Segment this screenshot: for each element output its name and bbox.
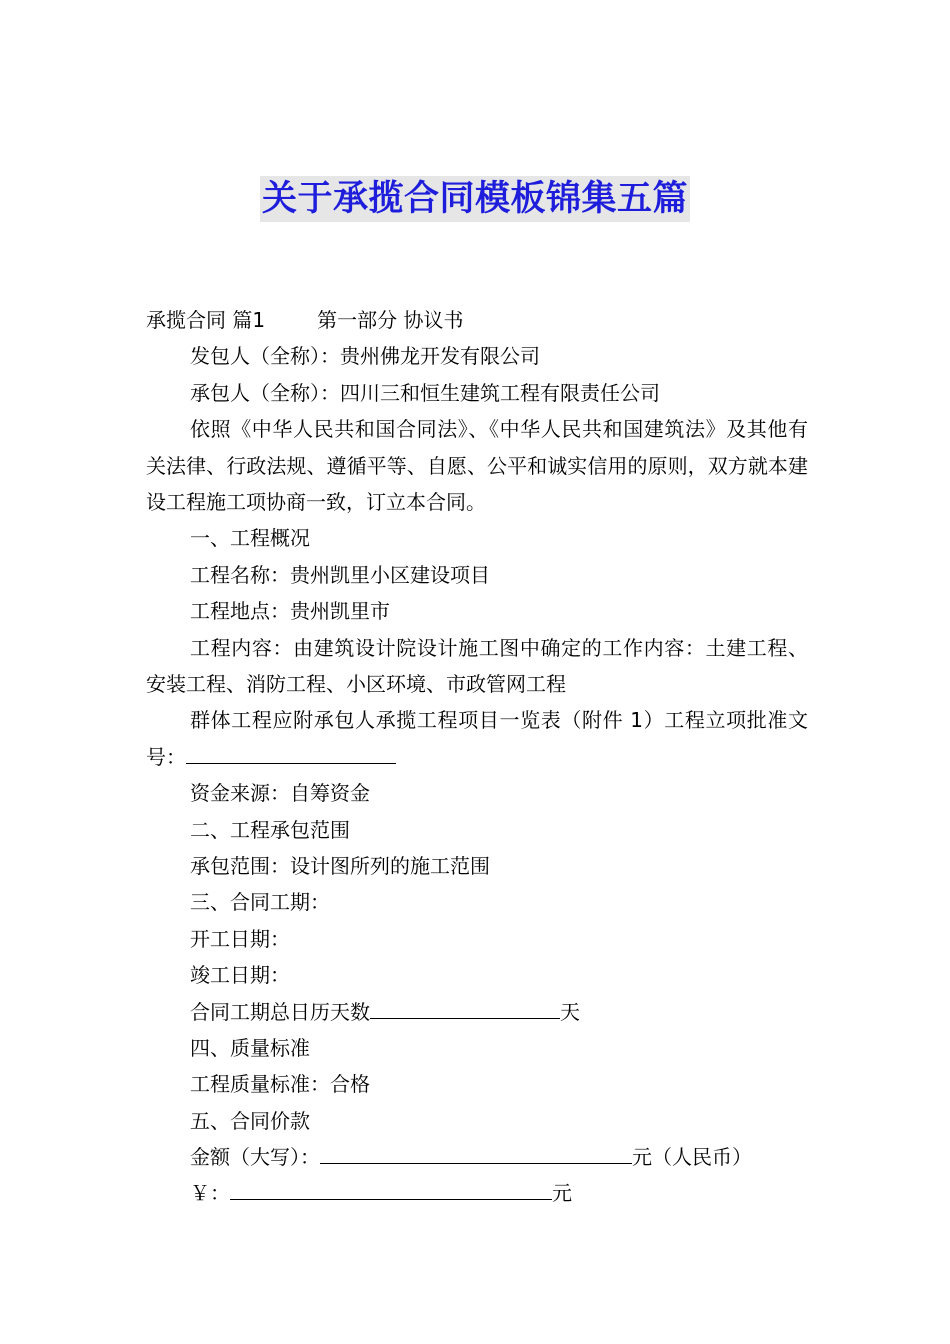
title-container	[0, 176, 950, 222]
completion-date-line: 竣工日期：	[190, 963, 290, 988]
scope-line: 承包范围：设计图所列的施工范围	[190, 853, 490, 878]
section-2-heading: 二、工程承包范围	[190, 817, 350, 842]
funding-line: 资金来源：自筹资金	[190, 781, 370, 806]
document-title: 关于承揽合同模板锦集五篇	[260, 176, 690, 222]
section-5-heading: 五、合同价款	[190, 1108, 310, 1133]
approval-number-blank	[186, 741, 396, 764]
employer-line: 发包人（全称）：贵州佛龙开发有限公司	[190, 344, 540, 369]
total-days-blank	[370, 996, 560, 1019]
amount-unit: 元（人民币）	[632, 1145, 752, 1170]
section-heading-line	[146, 302, 808, 338]
yen-line	[146, 1175, 808, 1211]
amount-blank	[320, 1141, 632, 1164]
yen-label: ￥：	[190, 1181, 230, 1206]
amount-line	[146, 1139, 808, 1175]
part-one-heading: 第一部分 协议书	[317, 308, 464, 332]
start-date-line: 开工日期：	[190, 926, 290, 951]
contract-number-heading: 承揽合同 篇1	[146, 308, 266, 332]
legal-basis-paragraph: 依照《中华人民共和国合同法》、《中华人民共和国建筑法》及其他有关法律、行政法规、遵循平等、自愿、公平和诚实信用的原则，双方就本建设工程施工项协商一致，订立本合同。	[146, 417, 808, 514]
document-body	[146, 302, 808, 1212]
section-1-heading: 一、工程概况	[190, 526, 310, 551]
section-3-heading: 三、合同工期：	[190, 890, 330, 915]
total-days-label: 合同工期总日历天数	[190, 999, 370, 1024]
amount-label: 金额（大写）：	[190, 1145, 320, 1170]
contractor-line: 承包人（全称）：四川三和恒生建筑工程有限责任公司	[190, 380, 660, 405]
yen-blank	[230, 1177, 552, 1200]
project-location-line: 工程地点：贵州凯里市	[190, 599, 390, 624]
project-content-paragraph: 工程内容：由建筑设计院设计施工图中确定的工作内容：土建工程、安装工程、消防工程、小区环境、市政管网工程	[146, 635, 808, 696]
section-4-heading: 四、质量标准	[190, 1035, 310, 1060]
quality-line: 工程质量标准：合格	[190, 1072, 370, 1097]
total-days-unit: 天	[560, 999, 580, 1024]
total-days-line	[146, 994, 808, 1030]
group-project-paragraph	[146, 702, 808, 775]
project-name-line: 工程名称：贵州凯里小区建设项目	[190, 562, 490, 587]
yen-unit: 元	[552, 1181, 572, 1206]
group-project-text: 群体工程应附承包人承揽工程项目一览表（附件 1）工程立项批准文号：	[146, 708, 808, 769]
